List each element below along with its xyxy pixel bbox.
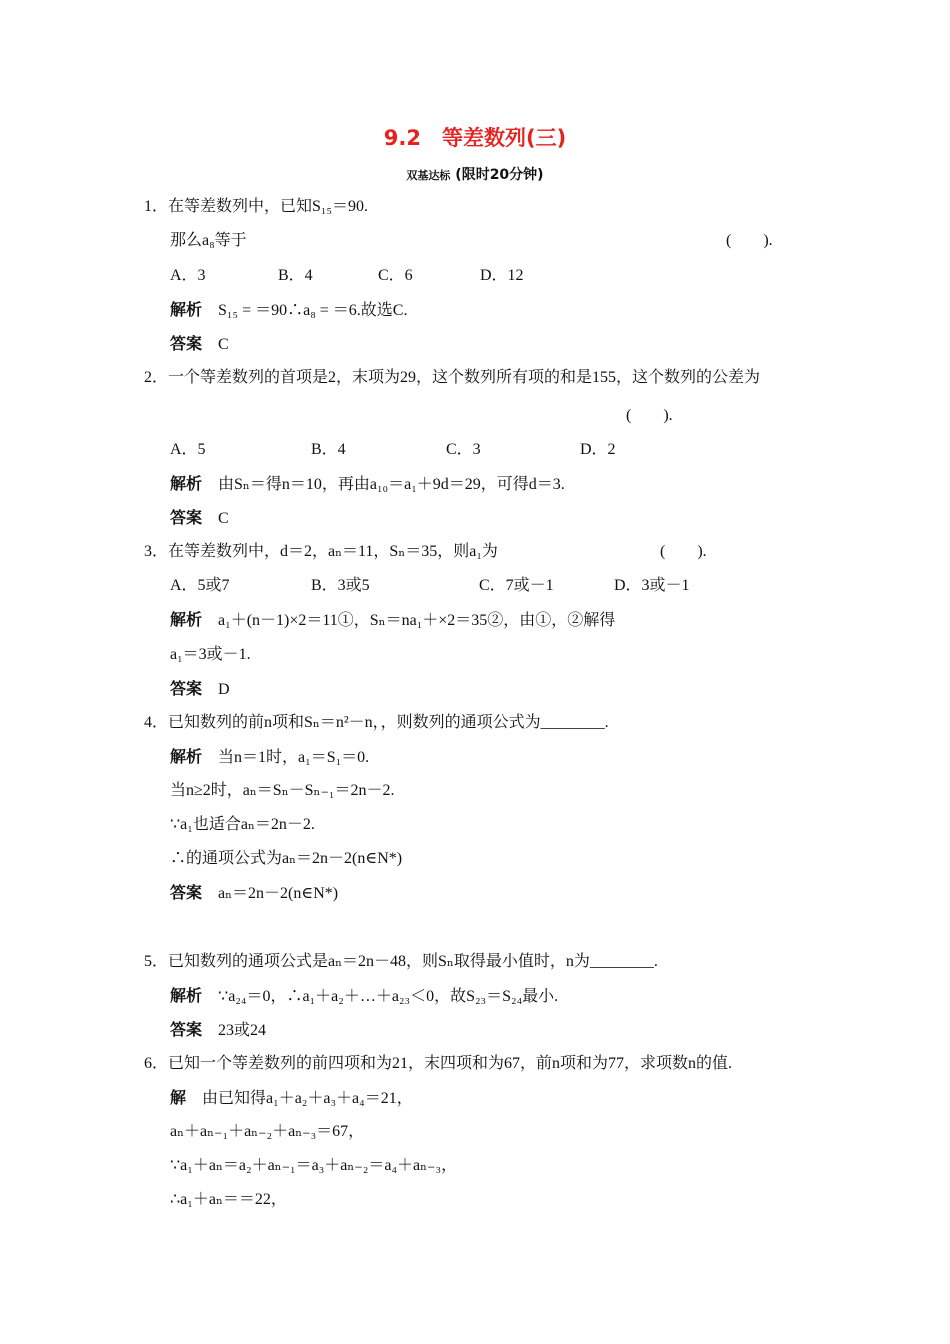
q6-solution-2: aₙ＋aₙ₋₁＋aₙ₋₂＋aₙ₋₃＝67， (170, 1123, 365, 1140)
q4-analysis-3: ∵a₁也适合aₙ＝2n－2. (170, 816, 315, 833)
q2-analysis-label: 解析 (170, 474, 203, 493)
q1-option-a: A．3 (170, 267, 206, 284)
q1-analysis (170, 299, 407, 322)
q6-solution-3: ∵a₁＋aₙ＝a₂＋aₙ₋₁＝a₃＋aₙ₋₂＝a₄＋aₙ₋₃， (170, 1157, 458, 1174)
q3-analysis-label: 解析 (170, 610, 203, 629)
q4-stem: 4．已知数列的前n项和Sₙ＝n²－n，，则数列的通项公式为________. (144, 714, 609, 731)
q3-analysis-text: a₁＋(n－1)×2＝11①，Sₙ＝na₁＋×2＝35②，由①，②解得 (218, 612, 616, 629)
q1-option-c: C．6 (378, 267, 413, 284)
q3-answer (170, 678, 230, 701)
q4-answer (170, 882, 338, 905)
q4-analysis (170, 746, 369, 769)
q1-stem-2: 那么a₈等于 (170, 232, 247, 249)
q2-option-b: B．4 (311, 441, 346, 458)
q6-stem: 6．已知一个等差数列的前四项和为21，末四项和为67，前n项和为77，求项数n的值. (144, 1055, 733, 1072)
q1-answer-text: C (218, 336, 229, 353)
q1-option-d: D．12 (480, 267, 524, 284)
q4-analysis-text: 当n＝1时，a₁＝S₁＝0. (218, 749, 370, 766)
q2-option-d: D．2 (580, 441, 616, 458)
q5-answer-text: 23或24 (218, 1022, 267, 1039)
q5-analysis-text: ∵a₂₄＝0，∴a₁＋a₂＋…＋a₂₃＜0，故S₂₃＝S₂₄最小. (218, 988, 559, 1005)
q5-analysis (170, 985, 558, 1008)
q3-answer-text: D (218, 681, 230, 698)
q3-option-c: C．7或－1 (479, 577, 554, 594)
subtitle-suffix: (限时20分钟) (455, 167, 544, 183)
q2-option-c: C．3 (446, 441, 481, 458)
q4-analysis-4: ∴的通项公式为aₙ＝2n－2(n∈N*) (170, 850, 403, 867)
q2-analysis (170, 473, 565, 496)
q2-analysis-text: 由Sₙ＝得n＝10，再由a₁₀＝a₁＋9d＝29，可得d＝3. (218, 476, 565, 493)
q3-answer-label: 答案 (170, 679, 203, 698)
q6-solution-text: 由已知得a₁＋a₂＋a₃＋a₄＝21， (202, 1090, 413, 1107)
q3-option-b: B．3或5 (311, 577, 370, 594)
q1-stem: 1．在等差数列中，已知S₁₅＝90. (144, 198, 369, 215)
q4-answer-text: aₙ＝2n－2(n∈N*) (218, 885, 339, 902)
q2-option-a: A．5 (170, 441, 206, 458)
q3-analysis-2: a₁＝3或－1. (170, 646, 251, 663)
q4-analysis-2: 当n≥2时，aₙ＝Sₙ－Sₙ₋₁＝2n－2. (170, 782, 395, 799)
q6-solution-label: 解 (170, 1088, 187, 1107)
q3-option-d: D．3或－1 (614, 577, 690, 594)
q6-solution-4: ∴a₁＋aₙ＝＝22， (170, 1191, 287, 1208)
q2-paren: ( ). (626, 407, 673, 424)
q5-answer-label: 答案 (170, 1020, 203, 1039)
q1-option-b: B．4 (278, 267, 313, 284)
q5-stem: 5．已知数列的通项公式是aₙ＝2n－48，则Sₙ取得最小值时，n为________. (144, 953, 658, 970)
q3-analysis (170, 609, 615, 632)
section-subtitle (0, 164, 950, 184)
q3-stem: 3．在等差数列中，d＝2，aₙ＝11，Sₙ＝35，则a₁为 (144, 543, 498, 560)
section-title: 9.2 等差数列(三) (383, 126, 567, 150)
q2-answer-label: 答案 (170, 508, 203, 527)
q4-analysis-label: 解析 (170, 747, 203, 766)
q1-answer-label: 答案 (170, 334, 203, 353)
q1-paren: ( ). (726, 232, 773, 249)
q5-answer (170, 1019, 266, 1042)
subtitle-prefix: 双基达标 (406, 169, 451, 182)
q5-analysis-label: 解析 (170, 986, 203, 1005)
q6-solution (170, 1087, 413, 1110)
q3-option-a: A．5或7 (170, 577, 230, 594)
q2-stem: 2．一个等差数列的首项是2，末项为29，这个数列所有项的和是155，这个数列的公差为 (144, 369, 761, 386)
q1-answer (170, 333, 229, 356)
q2-answer (170, 507, 229, 530)
q1-analysis-label: 解析 (170, 300, 203, 319)
q3-paren: ( ). (660, 543, 707, 560)
q2-answer-text: C (218, 510, 229, 527)
q1-analysis-text: S₁₅ = ＝90∴a₈ = ＝6.故选C. (218, 302, 408, 319)
q4-answer-label: 答案 (170, 883, 203, 902)
